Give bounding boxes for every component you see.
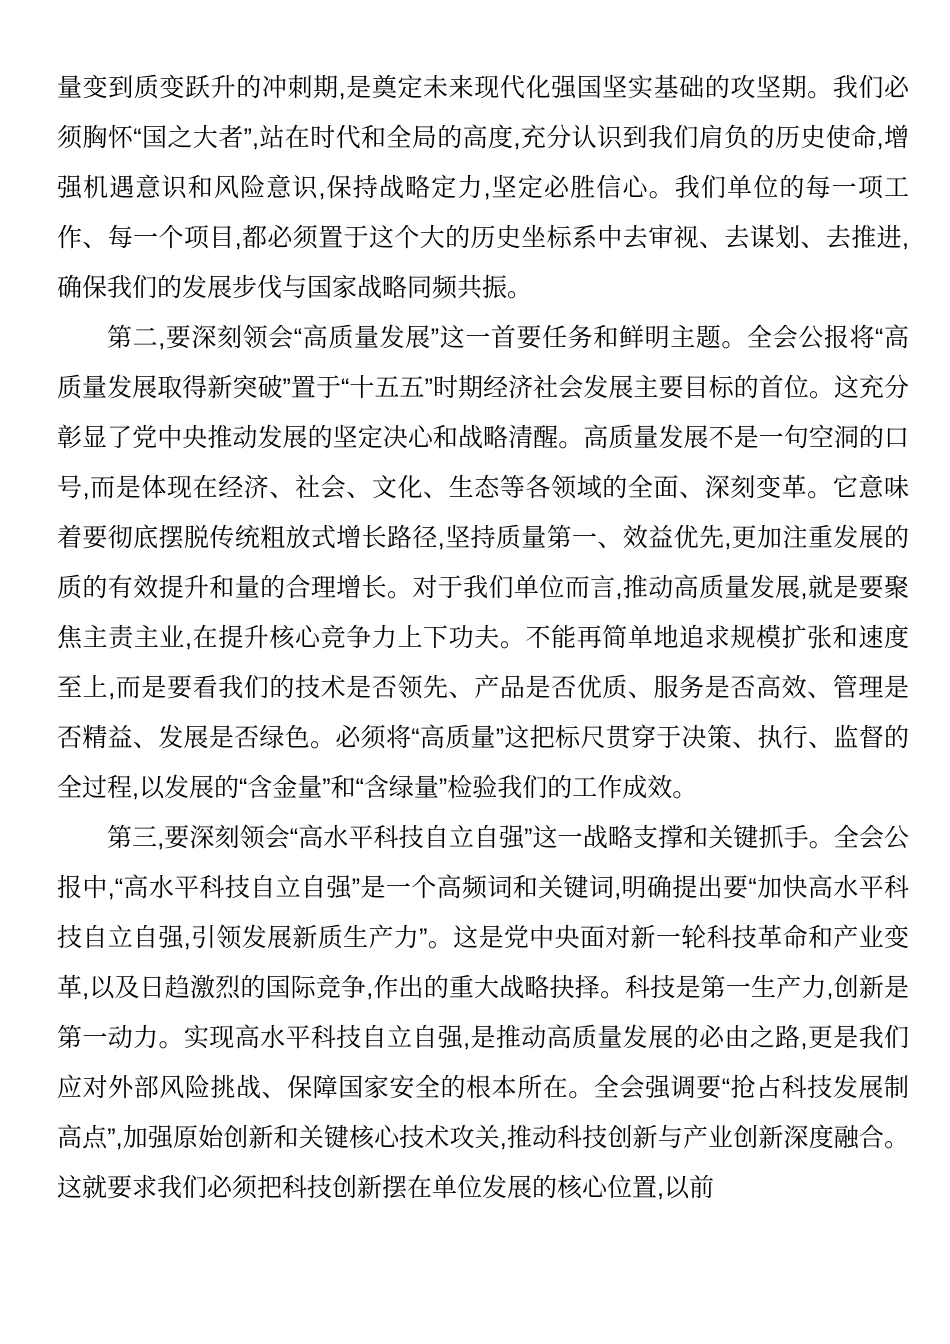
- document-text-area: [57, 63, 909, 1213]
- paragraph-second-point: 第二,要深刻领会“高质量发展”这一首要任务和鲜明主题。全会公报将“高质量发展取得新突破”置于“十五五”时期经济社会发展主要目标的首位。这充分彰显了党中央推动发展的坚定决心和战略清醒。高质量发展不是一句空洞的口号,而是体现在经济、社会、文化、生态等各领域的全面、深刻变革。它意味着要彻底摆脱传统粗放式增长路径,坚持质量第一、效益优先,更加注重发展的质的有效提升和量的合理增长。对于我们单位而言,推动高质量发展,就是要聚焦主责主业,在提升核心竞争力上下功夫。不能再简单地追求规模扩张和速度至上,而是要看我们的技术是否领先、产品是否优质、服务是否高效、管理是否精益、发展是否绿色。必须将“高质量”这把标尺贯穿于决策、执行、监督的全过程,以发展的“含金量”和“含绿量”检验我们的工作成效。: [57, 324, 909, 802]
- paragraph-third-point: 第三,要深刻领会“高水平科技自立自强”这一战略支撑和关键抓手。全会公报中,“高水平科技自立自强”是一个高频词和关键词,明确提出要“加快高水平科技自立自强,引领发展新质生产力”。这是党中央面对新一轮科技革命和产业变革,以及日趋激烈的国际竞争,作出的重大战略抉择。科技是第一生产力,创新是第一动力。实现高水平科技自立自强,是推动高质量发展的必由之路,更是我们应对外部风险挑战、保障国家安全的根本所在。全会强调要“抢占科技发展制高点”,加强原始创新和关键核心技术攻关,推动科技创新与产业创新深度融合。这就要求我们必须把科技创新摆在单位发展的核心位置,以前: [57, 824, 909, 1202]
- paragraph-continuation: 量变到质变跃升的冲刺期,是奠定未来现代化强国坚实基础的攻坚期。我们必须胸怀“国之大者”,站在时代和全局的高度,充分认识到我们肩负的历史使命,增强机遇意识和风险意识,保持战略定力,坚定必胜信心。我们单位的每一项工作、每一个项目,都必须置于这个大的历史坐标系中去审视、去谋划、去推进,确保我们的发展步伐与国家战略同频共振。: [57, 74, 909, 302]
